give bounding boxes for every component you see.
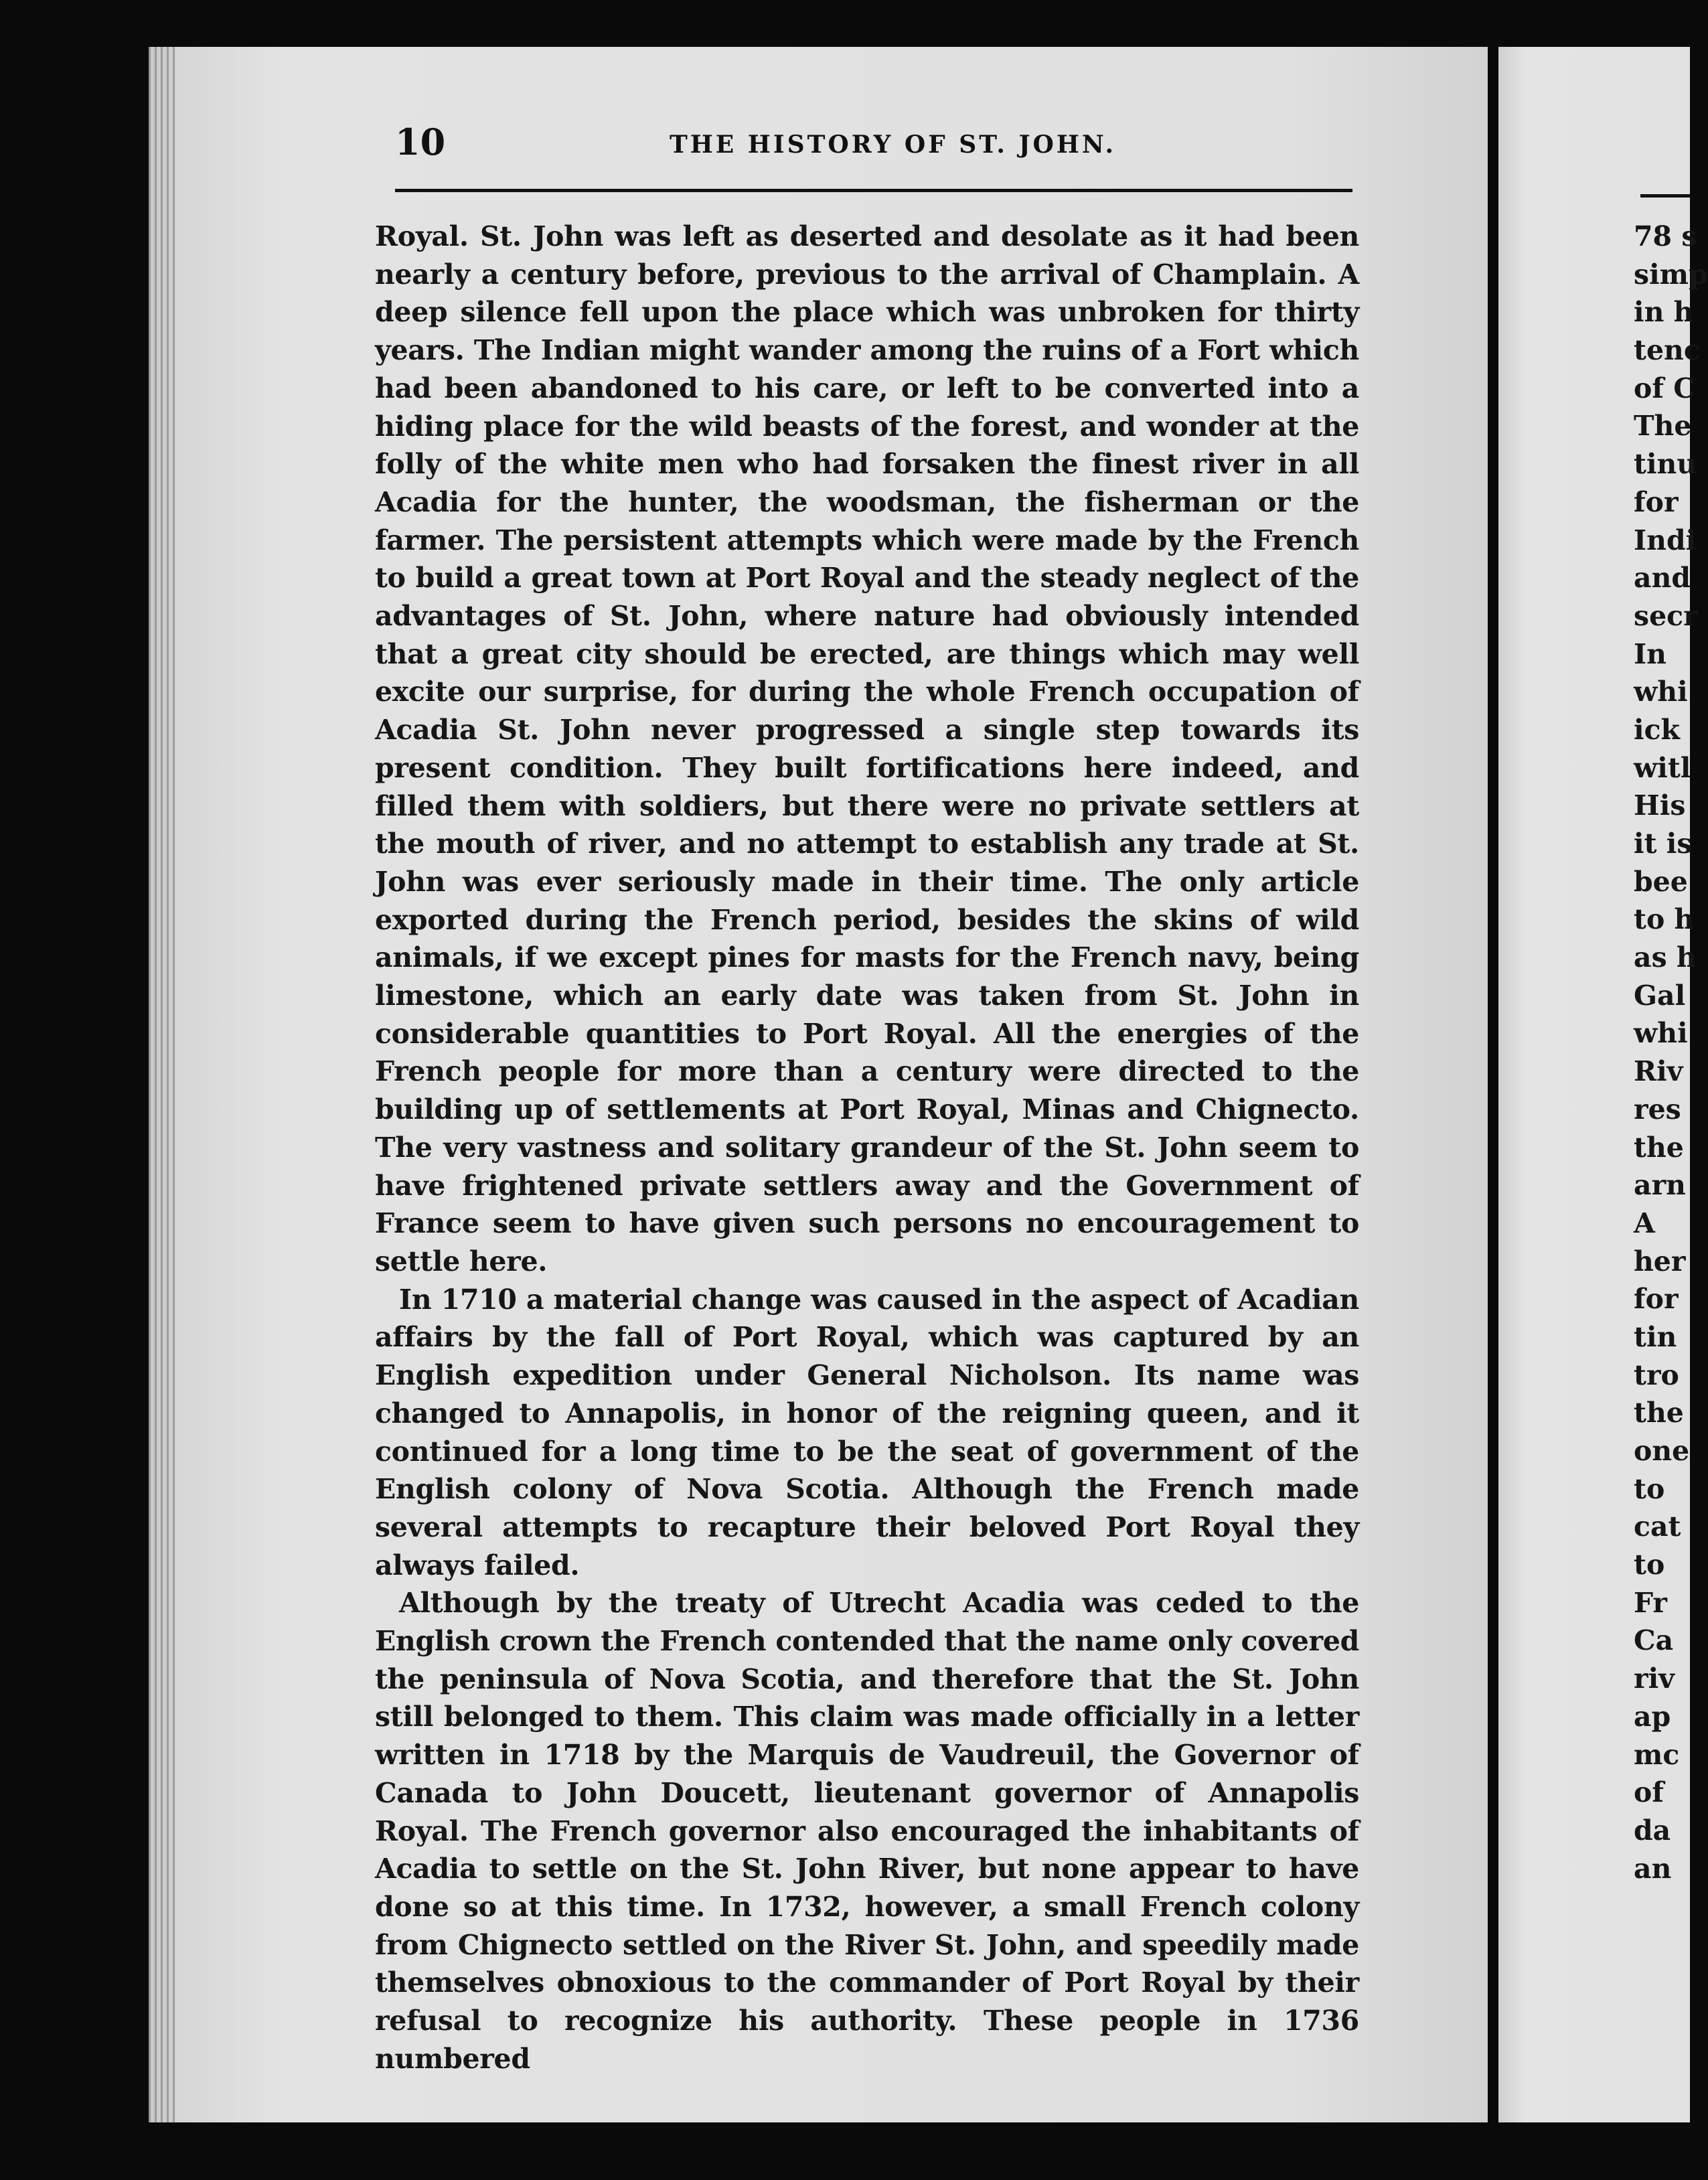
facing-page-line: the <box>1634 1397 1684 1429</box>
facing-page-line: for <box>1634 1283 1679 1316</box>
facing-page-line: riv <box>1634 1662 1675 1695</box>
facing-page-line: to h <box>1634 903 1695 936</box>
facing-page-line: one <box>1634 1435 1690 1467</box>
facing-page-line: 78 s <box>1634 220 1697 252</box>
facing-page-line: In <box>1634 637 1666 670</box>
facing-page-line: and <box>1634 562 1691 595</box>
body-text <box>375 218 1359 2078</box>
facing-page-line: cat <box>1634 1510 1681 1543</box>
facing-page-line: tinu <box>1634 448 1697 481</box>
paragraph: Royal. St. John was left as deserted and desolate as it had been nearly a century before, previous to the arrival of Champlain. A deep silence fell upon the place which was unbroken for thirty years. The Indian might wander among the ruins of a Fort which had been abandoned to his care, or left to be converted into a hiding place for the wild beasts of the forest, and wonder at the folly of the white men who had forsaken the finest river in all Acadia for the hunter, the woodsman, the fisherman or the farmer. The persistent attempts which were made by the French to build a great town at Port Royal and the steady neglect of the advantages of St. John, where nature had obviously intended that a great city should be erected, are things which may well excite our surprise, for during the whole French occupation of Acadia St. John never progressed a single step towards its present condition. They built fortifications here indeed, and filled them with soldiers, but there were no private settlers at the mouth of river, and no attempt to establish any trade at St. John was ever seriously made in their time. The only article exported during the French period, besides the skins of wild animals, if we except pines for masts for the French navy, being limestone, which an early date was taken from St. John in considerable quantities to Port Royal. All the energies of the French people for more than a century were directed to the building up of settlements at Port Royal, Minas and Chignecto. The very vastness and solitary grandeur of the St. John seem to have frightened private settlers away and the Government of France seem to have given such persons no encouragement to settle here. <box>375 220 1359 1277</box>
running-head: THE HISTORY OF ST. JOHN. <box>670 131 1117 159</box>
page-number: 10 <box>395 121 446 163</box>
facing-page-line: tenc <box>1634 334 1701 367</box>
facing-page-line: Ca <box>1634 1624 1674 1657</box>
facing-page-line: it is <box>1634 828 1693 860</box>
paragraph: In 1710 a material change was caused in the aspect of Acadian affairs by the fall of Port Royal, which was captured by an English expedition under General Nicholson. Its name was changed to Annapolis, in honor of the reigning queen, and it continued for a long time to be the seat of government of the English colony of Nova Scotia. Although the French made several attempts to recapture their beloved Port Royal they always failed. <box>375 1283 1359 1581</box>
paragraph: Although by the treaty of Utrecht Acadia was ceded to the English crown the French contended that the name only covered the peninsula of Nova Scotia, and therefore that the St. John still belonged to them. This claim was made officially in a letter written in 1718 by the Marquis de Vaudreuil, the Governor of Canada to John Doucett, lieutenant governor of Annapolis Royal. The French governor also encouraged the inhabitants of Acadia to settle on the St. John River, but none appear to have done so at this time. In 1732, however, a small French colony from Chignecto settled on the River St. John, and speedily made themselves obnoxious to the commander of Port Royal by their refusal to recognize his authority. These people in 1736 numbered <box>375 1587 1359 2075</box>
facing-page-line: mc <box>1634 1738 1680 1771</box>
facing-page-line: of C <box>1634 372 1695 404</box>
facing-page-line: His <box>1634 789 1686 822</box>
facing-page-line: The <box>1634 410 1692 443</box>
page-stack-edge <box>149 47 175 2122</box>
facing-page-line: whi <box>1634 676 1688 708</box>
facing-page-line: res <box>1634 1093 1681 1125</box>
facing-page-line: simp <box>1634 258 1708 291</box>
facing-page-line: in h <box>1634 296 1694 329</box>
facing-page-rule <box>1640 194 1690 198</box>
facing-page-line: to <box>1634 1472 1665 1505</box>
facing-page-line: as h <box>1634 941 1697 974</box>
facing-page-line: her <box>1634 1245 1686 1277</box>
facing-page-line: ick <box>1634 713 1680 746</box>
facing-page-line: whi <box>1634 1017 1688 1050</box>
facing-page-line: tro <box>1634 1358 1679 1391</box>
facing-page-line: Gal <box>1634 979 1686 1012</box>
facing-page-text <box>1634 218 1708 1887</box>
facing-page-line: A <box>1634 1206 1655 1239</box>
facing-page-line: arn <box>1634 1169 1686 1202</box>
facing-page-line: the <box>1634 1131 1684 1164</box>
facing-page-line: tin <box>1634 1320 1677 1353</box>
facing-page-line: for <box>1634 485 1679 518</box>
facing-page-line: secr <box>1634 599 1698 632</box>
facing-page-line: bee <box>1634 865 1688 898</box>
facing-page-line: of <box>1634 1776 1664 1809</box>
facing-page-line: da <box>1634 1814 1671 1847</box>
header-rule <box>395 189 1352 192</box>
facing-page-line: Indi <box>1634 524 1697 556</box>
facing-page-line: Fr <box>1634 1586 1667 1619</box>
facing-page-line: ap <box>1634 1700 1671 1733</box>
facing-page-line: an <box>1634 1852 1672 1885</box>
facing-page-line: to <box>1634 1549 1665 1581</box>
facing-page-line: Riv <box>1634 1055 1683 1088</box>
facing-page-line: witl <box>1634 751 1691 784</box>
